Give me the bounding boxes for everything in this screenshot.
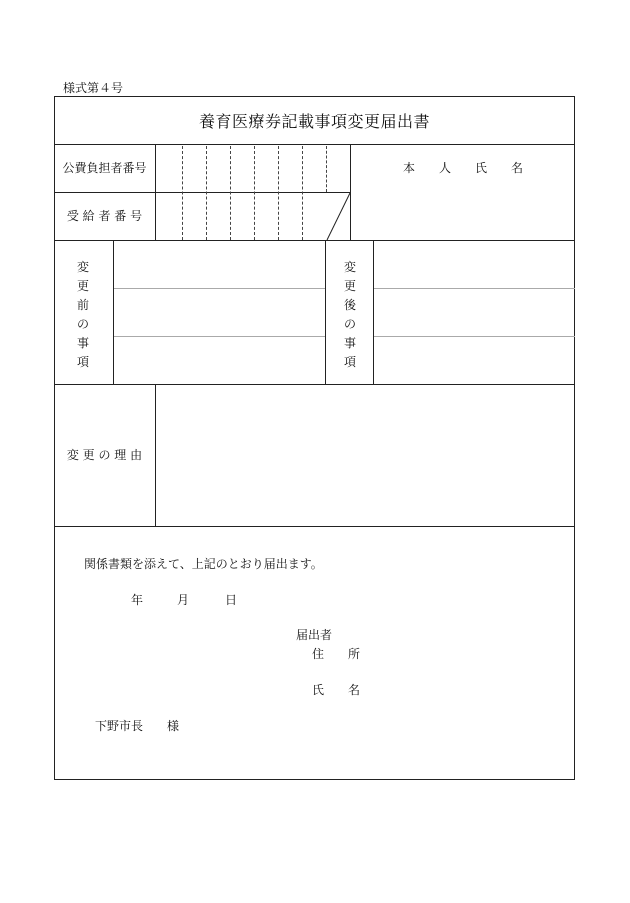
reason-field[interactable] xyxy=(156,385,575,526)
payer-number-label: 公費負担者番号 xyxy=(62,161,147,175)
reason-label: 変 更 の 理 由 xyxy=(66,448,143,462)
name-label: 氏 名 xyxy=(312,683,361,697)
statement-text: 関係書類を添えて、上記のとおり届出ます。 xyxy=(84,557,323,571)
after-label: 変 更 後 の 事 項 xyxy=(343,260,356,369)
before-label: 変 更 前 の 事 項 xyxy=(76,260,89,369)
payer-number-field[interactable] xyxy=(156,145,350,192)
date-day-label: 日 xyxy=(225,593,238,607)
date-year-label: 年 xyxy=(131,593,144,607)
recipient-number-field[interactable] xyxy=(156,193,350,240)
form-title: 養育医療券記載事項変更届出書 xyxy=(198,111,430,131)
after-field[interactable] xyxy=(374,241,575,384)
divider xyxy=(325,240,326,384)
person-name-label: 本 人 氏 名 xyxy=(402,161,523,175)
date-month-label: 月 xyxy=(177,593,190,607)
recipient-number-label: 受 給 者 番 号 xyxy=(66,209,143,223)
address-label: 住 所 xyxy=(312,647,361,661)
form-number: 様式第４号 xyxy=(63,81,124,95)
addressee-text: 下野市長 様 xyxy=(95,719,180,733)
address-field[interactable] xyxy=(370,645,560,663)
divider xyxy=(54,526,575,527)
applicant-name-field[interactable] xyxy=(370,681,560,699)
person-name-field[interactable] xyxy=(351,193,575,240)
applicant-label: 届出者 xyxy=(296,628,333,642)
before-field[interactable] xyxy=(114,241,325,384)
